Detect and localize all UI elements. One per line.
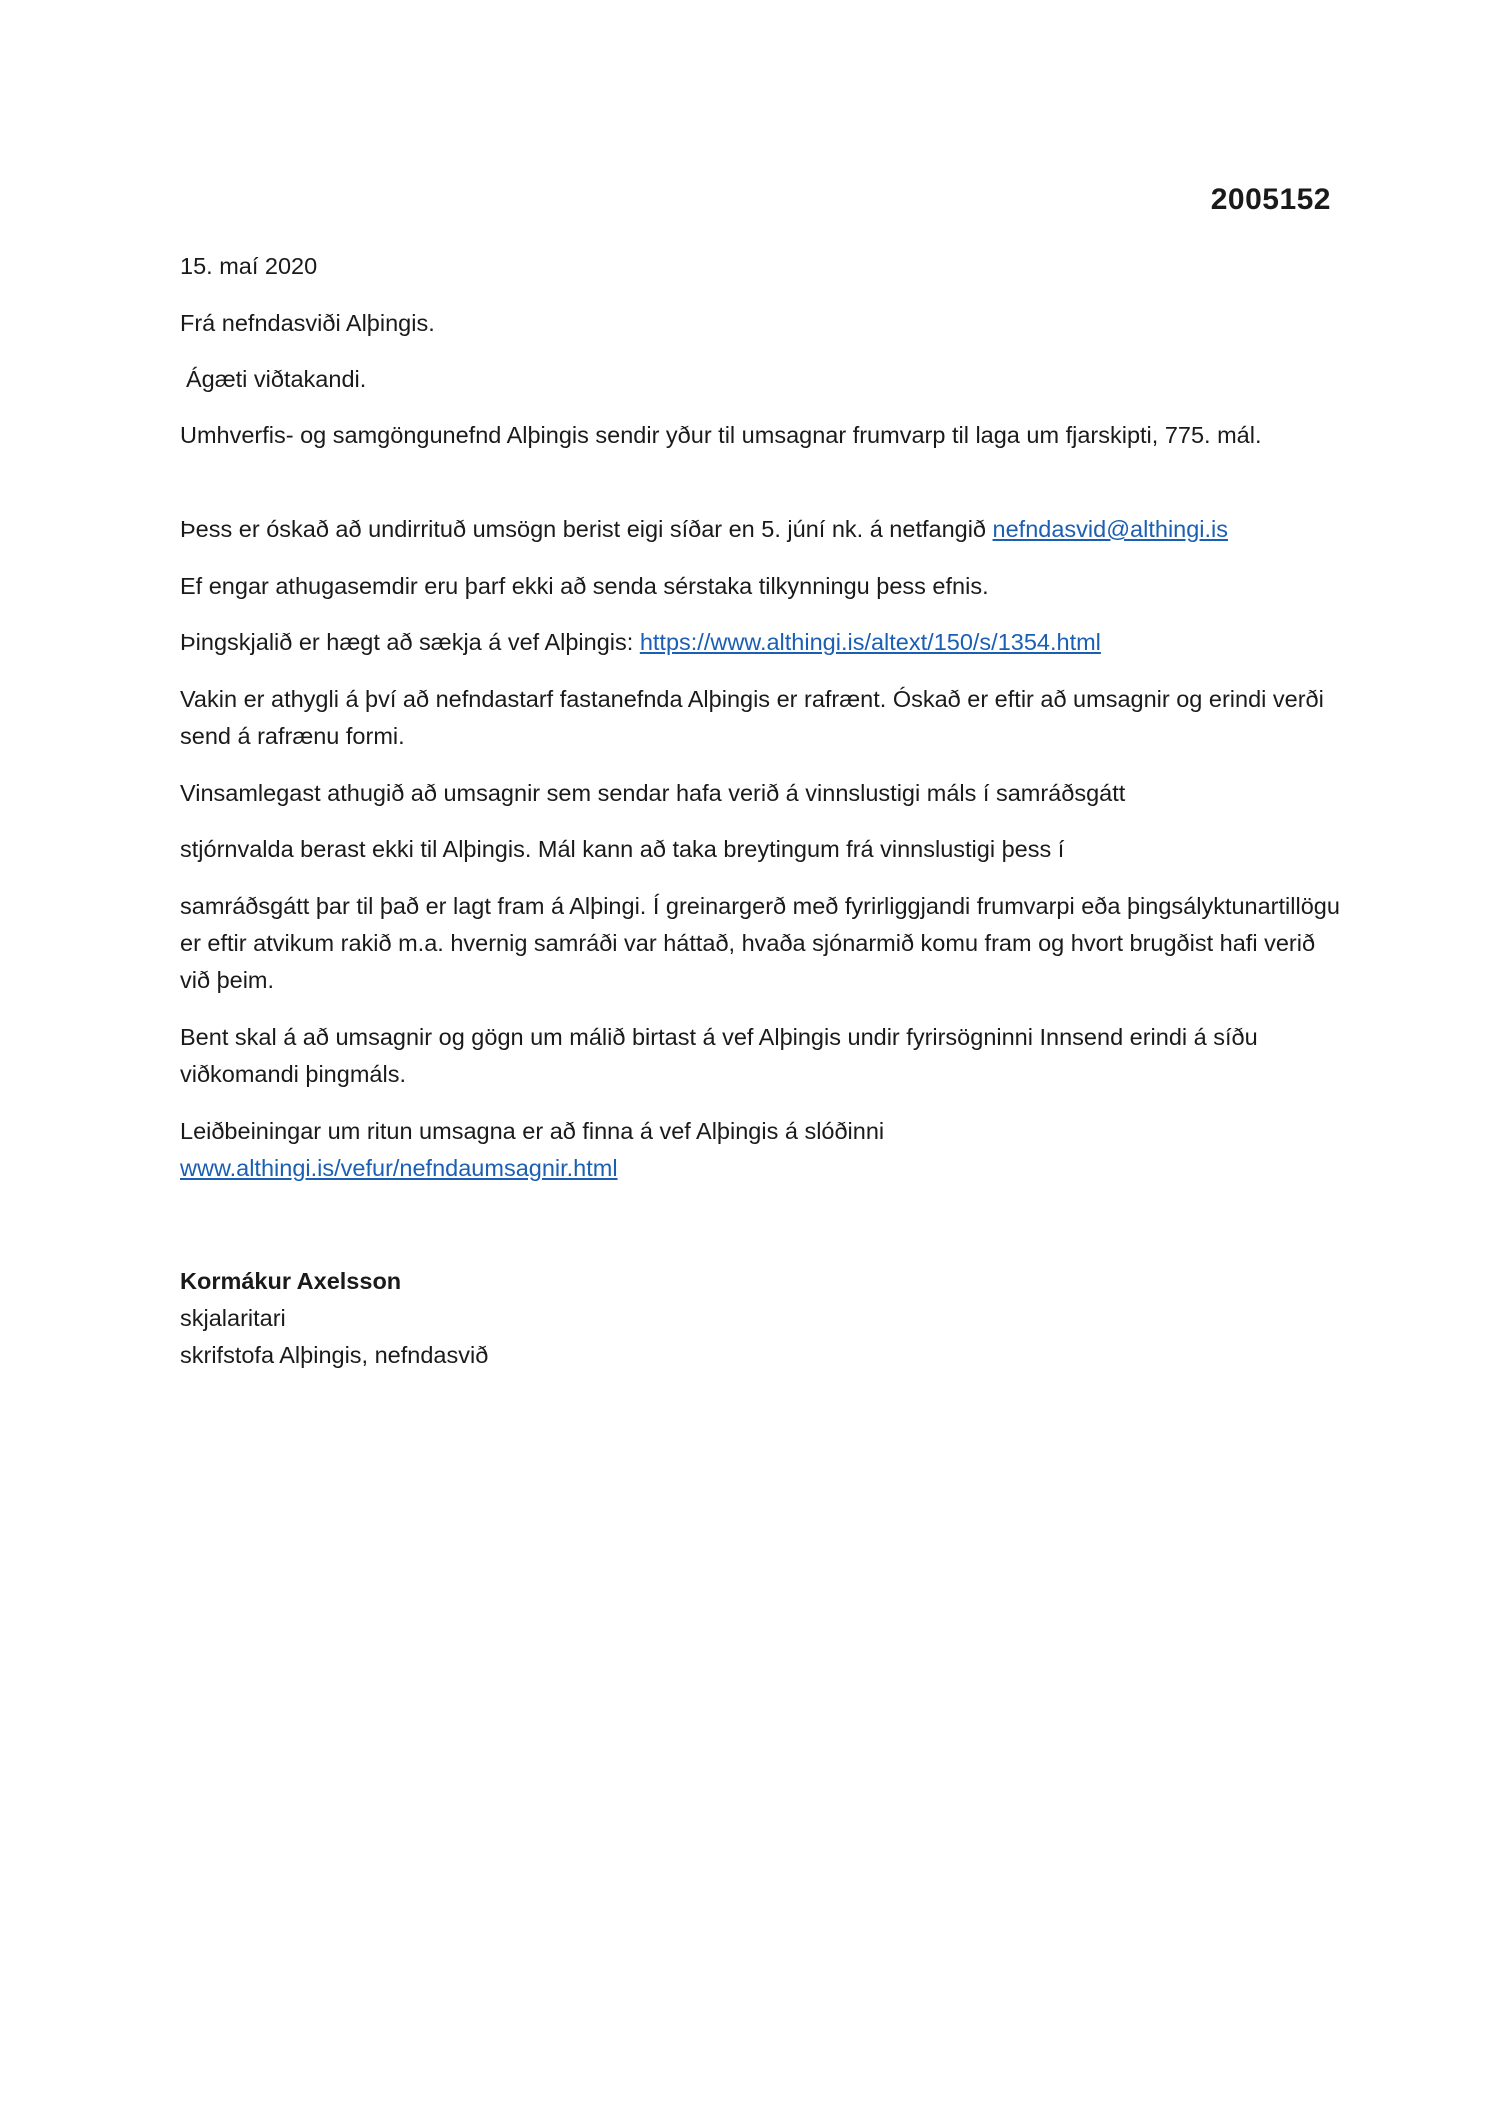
paragraph-consultation-line3: samráðsgátt þar til það er lagt fram á Alþingi. Í greinargerð með fyrirliggjandi frumvarpi eða þingsályktunartillögu er eftir atvikum rakið m.a. hvernig samráði var háttað, hvaða sjónarmið komu fram og hvort brugðist hafi verið við þeim. — [180, 893, 1340, 993]
letter-sender: Frá nefndasviði Alþingis. — [180, 310, 435, 336]
paragraph-intro: Umhverfis- og samgöngunefnd Alþingis sendir yður til umsagnar frumvarp til laga um fjarskipti, 775. mál. — [180, 422, 1262, 448]
paragraph-consultation-line1: Vinsamlegast athugið að umsagnir sem sendar hafa verið á vinnslustigi máls í samráðsgátt — [180, 780, 1126, 806]
paragraph-publication: Bent skal á að umsagnir og gögn um málið birtast á vef Alþingis undir fyrirsögninni Innsend erindi á síðu viðkomandi þingmáls. — [180, 1024, 1258, 1087]
document-link-text: Þingskjalið er hægt að sækja á vef Alþingis: — [180, 629, 640, 655]
document-url-link[interactable]: https://www.althingi.is/altext/150/s/1354.html — [639, 629, 1101, 655]
paragraph-consultation-line2: stjórnvalda berast ekki til Alþingis. Mál kann að taka breytingum frá vinnslustigi þess í — [180, 836, 1065, 862]
paragraph-document-link — [180, 624, 1340, 661]
letter-date: 15. maí 2020 — [180, 253, 318, 279]
paragraph-no-comments: Ef engar athugasemdir eru þarf ekki að senda sérstaka tilkynningu þess efnis. — [180, 573, 989, 599]
signature-name: Kormákur Axelsson — [180, 1268, 402, 1294]
paragraph-electronic: Vakin er athygli á því að nefndastarf fastanefnda Alþingis er rafrænt. Óskað er eftir að umsagnir og erindi verði send á rafrænu formi. — [180, 686, 1324, 749]
guidelines-url-link[interactable]: www.althingi.is/vefur/nefndaumsagnir.html — [180, 1155, 618, 1181]
document-number: 2005152 — [1210, 183, 1331, 216]
letter-salutation: Ágæti viðtakandi. — [186, 366, 367, 392]
signature-title: skjalaritari — [180, 1305, 286, 1331]
paragraph-deadline — [180, 511, 1340, 548]
signature-office: skrifstofa Alþingis, nefndasvið — [180, 1342, 489, 1368]
email-link[interactable]: nefndasvid@althingi.is — [992, 516, 1229, 542]
guidelines-text: Leiðbeiningar um ritun umsagna er að finna á vef Alþingis á slóðinni — [180, 1118, 885, 1144]
deadline-text: Þess er óskað að undirrituð umsögn berist eigi síðar en 5. júní nk. á netfangið — [180, 516, 993, 542]
paragraph-guidelines — [180, 1113, 1340, 1187]
